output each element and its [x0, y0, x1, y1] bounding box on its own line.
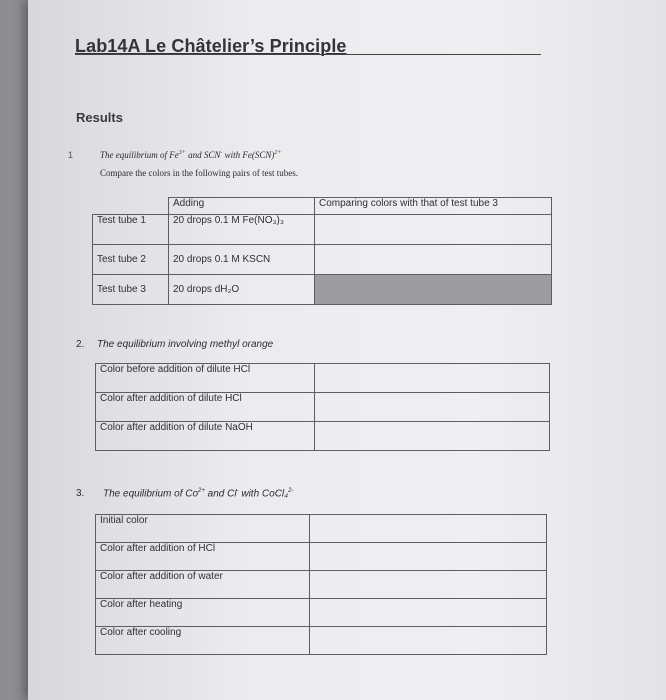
color-input[interactable]	[315, 393, 550, 422]
reagent-cell: 20 drops 0.1 M KSCN	[169, 245, 315, 275]
table-row	[96, 515, 547, 543]
table-row	[96, 393, 550, 422]
table-row	[93, 245, 552, 275]
color-input[interactable]	[310, 599, 547, 627]
results-heading: Results	[76, 110, 123, 125]
row-label: Color after addition of water	[96, 571, 310, 599]
title-underline	[75, 54, 541, 55]
tube-label: Test tube 2	[93, 245, 169, 275]
column-header-adding: Adding	[169, 198, 315, 215]
table-corner-cell	[93, 198, 169, 215]
tube-label: Test tube 3	[93, 275, 169, 305]
section1-heading: The equilibrium of $Fe^{3+}$ and SCN- with Fe(SCN)$^{2+}$	[100, 150, 282, 160]
color-input[interactable]	[310, 627, 547, 655]
table-row	[96, 599, 547, 627]
section3-heading: The equilibrium of $Co^{2+}$ and Cl- with CoCl₄$^{2-}$	[103, 488, 294, 500]
color-input[interactable]	[310, 543, 547, 571]
comparison-input[interactable]	[315, 245, 552, 275]
color-input[interactable]	[310, 571, 547, 599]
tube-label: Test tube 1	[93, 215, 169, 245]
section2-number: 2.	[76, 339, 85, 350]
table-row	[96, 422, 550, 451]
shaded-reference-cell	[315, 275, 552, 305]
section1-instruction: Compare the colors in the following pairs of test tubes.	[100, 168, 298, 178]
page-title: Lab14A Le Châtelier’s Principle	[75, 36, 347, 56]
row-label: Initial color	[96, 515, 310, 543]
section2-heading: The equilibrium involving methyl orange	[97, 339, 274, 350]
column-header-comparing: Comparing colors with that of test tube 3	[315, 198, 552, 215]
color-input[interactable]	[315, 364, 550, 393]
comparison-input[interactable]	[315, 215, 552, 245]
color-input[interactable]	[315, 422, 550, 451]
row-label: Color before addition of dilute HCl	[96, 364, 315, 393]
row-label: Color after cooling	[96, 627, 310, 655]
table-row	[96, 543, 547, 571]
table-row	[96, 571, 547, 599]
color-input[interactable]	[310, 515, 547, 543]
row-label: Color after addition of dilute NaOH	[96, 422, 315, 451]
table-row	[93, 275, 552, 305]
row-label: Color after heating	[96, 599, 310, 627]
table-row	[96, 364, 550, 393]
section1-number: 1	[68, 150, 74, 160]
row-label: Color after addition of dilute HCl	[96, 393, 315, 422]
section3-number: 3.	[76, 488, 85, 499]
reagent-cell: 20 drops dH₂O	[169, 275, 315, 305]
test-tube-table	[92, 197, 552, 305]
cobalt-chloride-table	[95, 514, 547, 655]
methyl-orange-table	[95, 363, 550, 451]
reagent-cell: 20 drops 0.1 M Fe(NO₃)₃	[169, 215, 315, 245]
row-label: Color after addition of HCl	[96, 543, 310, 571]
table-row	[93, 215, 552, 245]
table-row	[96, 627, 547, 655]
